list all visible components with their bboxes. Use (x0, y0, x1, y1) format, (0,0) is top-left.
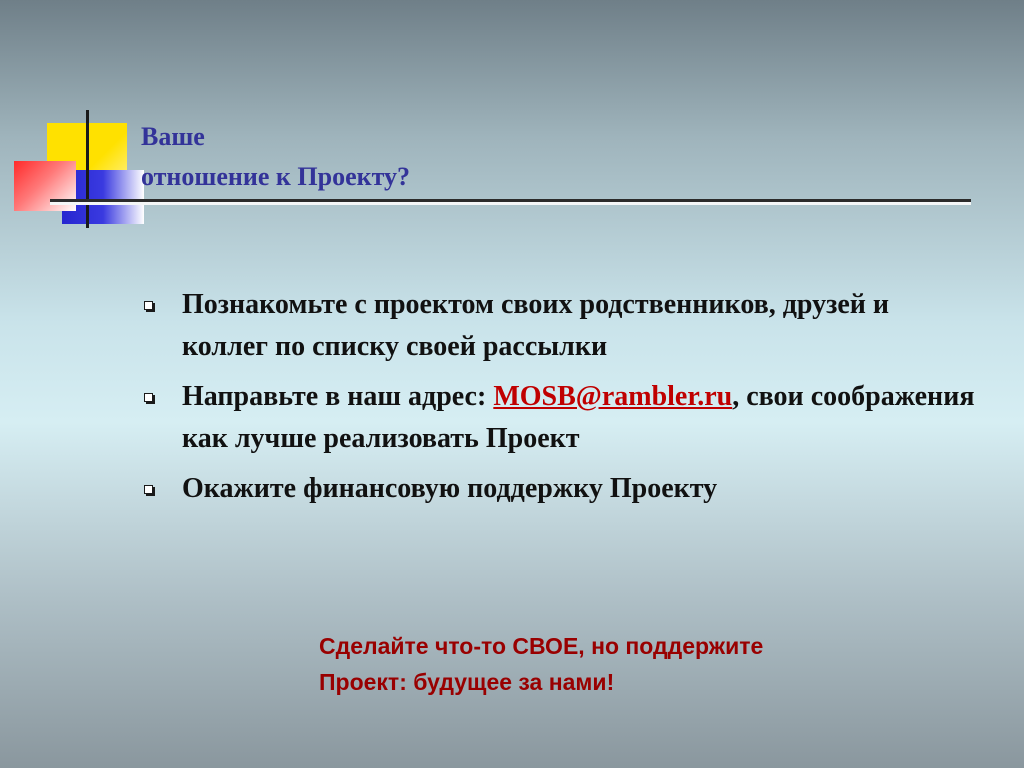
email-link[interactable]: MOSB@rambler.ru (493, 381, 733, 412)
square-bullet-icon (144, 485, 153, 494)
bullet-list (140, 284, 980, 518)
slide-title (141, 117, 410, 197)
vertical-line (86, 110, 89, 228)
slogan-line-2: Проект: будущее за нами! (319, 669, 615, 695)
bullet-item-2-prefix: Направьте в наш адрес: (182, 381, 494, 412)
square-bullet-icon (144, 393, 153, 402)
bullet-item-3-text: Окажите финансовую поддержку Проекту (182, 473, 718, 504)
bullet-item-2 (140, 376, 980, 460)
title-underline (50, 199, 971, 205)
bullet-item-2-suffix: , свои соображения как лучше реализовать Проект (182, 381, 975, 454)
bullet-item-1 (140, 284, 980, 368)
bullet-item-1-text: Познакомьте с проектом своих родственников, друзей и коллег по списку своей рассылки (182, 289, 890, 362)
square-bullet-icon (144, 301, 153, 310)
bullet-item-3 (140, 468, 980, 510)
title-line-1: Ваше (141, 122, 205, 151)
slogan (319, 628, 763, 700)
title-line-2: отношение к Проекту? (141, 162, 411, 191)
slogan-line-1: Сделайте что-то СВОЕ, но поддержите (319, 633, 764, 659)
